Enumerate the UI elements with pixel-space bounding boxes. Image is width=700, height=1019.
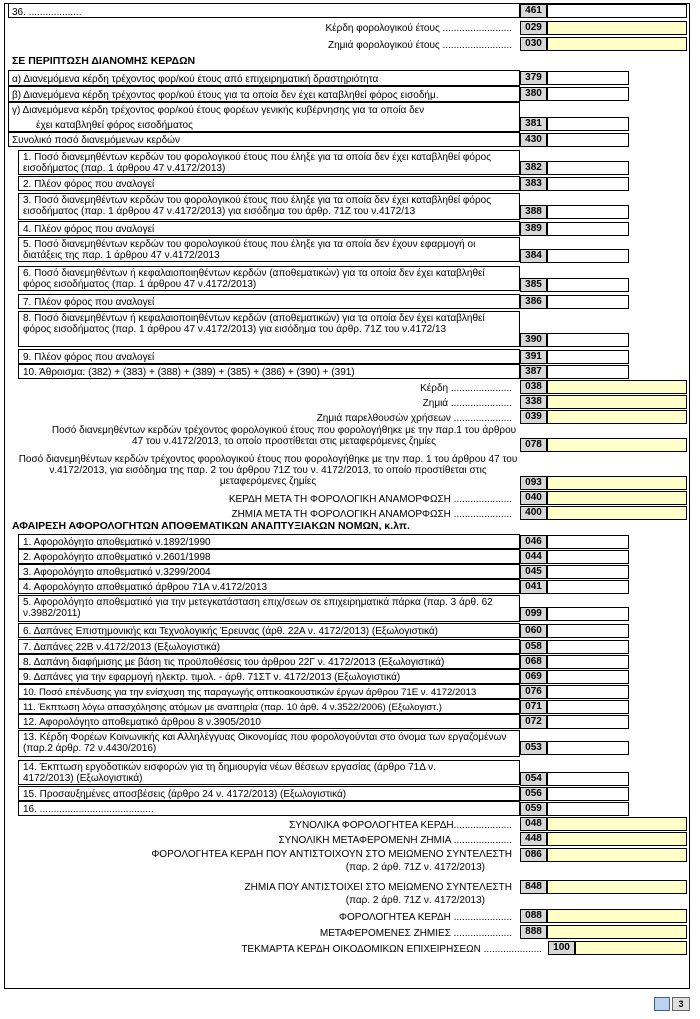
foro-kerdi-label: ΦΟΡΟΛΟΓΗΤΕΑ ΚΕΡΔΗ ..................... (339, 912, 512, 923)
value-029[interactable] (547, 21, 687, 35)
code-400: 400 (520, 506, 547, 520)
deduction-label: 9. Δαπάνες για την εφαρμογή ηλεκτρ. τιμολ. - άρθ. 71ΣΤ ν. 4172/2013 (Εξωλογιστικά) (23, 672, 401, 683)
value-379[interactable] (547, 71, 629, 85)
value-093[interactable] (547, 476, 687, 490)
code-040: 040 (520, 491, 547, 505)
zimia-prev-label: Ζημιά παρελθουσών χρήσεων ..................... (316, 413, 512, 424)
item-391-label: 9. Πλέον φόρος που αναλογεί (23, 352, 155, 363)
value-058[interactable] (547, 640, 629, 654)
dist-total-label: Συνολικό ποσό διανεμόμενων κερδών (12, 135, 180, 146)
value-069[interactable] (547, 670, 629, 684)
value-382[interactable] (547, 161, 629, 175)
value-045[interactable] (547, 565, 629, 579)
value-400[interactable] (547, 506, 687, 520)
item-36-row (8, 3, 520, 18)
item-386-label: 7. Πλέον φόρος που αναλογεί (23, 297, 155, 308)
value-387[interactable] (547, 365, 629, 379)
deduction-label: 13. Κέρδη Φορέων Κοινωνικής και Αλληλέγγυας Οικονομίας που φορολογούνται στο όνομα των εργαζομένων (παρ.2 άρθρ. 72 ν.4430/2016) (23, 732, 507, 754)
deductions-heading: ΑΦΑΙΡΕΣΗ ΑΦΟΡΟΛΟΓΗΤΩΝ ΑΠΟΘΕΜΑΤΙΚΩΝ ΑΝΑΠΤΥΞΙΑΚΩΝ ΝΟΜΩΝ, κ.λπ. (12, 520, 410, 532)
meiomeno-kerdi-ref: (παρ. 2 άρθ. 71Ζ ν. 4172/2013) (345, 862, 485, 873)
deduction-label: 7. Δαπάνες 22Β ν.4172/2013 (Εξωλογιστικά) (23, 642, 221, 653)
item-382-label: 1. Ποσό διανεμηθέντων κερδών του φορολογικού έτους που έληξε για τα οποία δεν έχει καταβληθεί φόρος εισοδήματος (παρ. 1 άρθρου 47 ν.4172/2013) (23, 152, 492, 174)
code-448: 448 (520, 832, 547, 846)
dist-c-label-1: γ) Διανεμόμενα κέρδη τρέχοντος φορ/κού έτους φορέων γενικής κυβέρνησης για τα οποία δεν (12, 105, 425, 116)
code-390: 390 (520, 333, 547, 347)
code-391: 391 (520, 350, 547, 364)
kerdi-foro-label: Κέρδη φορολογικού έτους ......................... (325, 23, 512, 34)
value-338[interactable] (547, 395, 687, 409)
value-030[interactable] (547, 37, 687, 51)
meiomeno-zimia-label: ΖΗΜΙΑ ΠΟΥ ΑΝΤΙΣΤΟΙΧΕΙ ΣΤΟ ΜΕΙΩΜΕΝΟ ΣΥΝΤΕΛΕΣΤΗ (244, 882, 512, 893)
code-383: 383 (520, 177, 547, 191)
meiomeno-kerdi-label: ΦΟΡΟΛΟΓΗΤΕΑ ΚΕΡΔΗ ΠΟΥ ΑΝΤΙΣΤΟΙΧΟΥΝ ΣΤΟ ΜΕΙΩΜΕΝΟ ΣΥΝΤΕΛΕΣΤΗ (151, 849, 512, 860)
code-387: 387 (520, 365, 547, 379)
code-048: 048 (520, 817, 547, 831)
value-381[interactable] (547, 117, 629, 131)
distribution-heading: ΣΕ ΠΕΡΙΠΤΩΣΗ ΔΙΑΝΟΜΗΣ ΚΕΡΔΩΝ (12, 55, 196, 67)
code-041: 041 (520, 580, 547, 594)
code-088: 088 (520, 909, 547, 923)
dist-c-label-2: έχει καταβληθεί φόρος εισοδήματος (36, 120, 193, 131)
synolika-label: ΣΥΝΟΛΙΚΑ ΦΟΡΟΛΟΓΗΤΕΑ ΚΕΡΔΗ..................... (289, 820, 512, 831)
value-430[interactable] (547, 133, 629, 147)
value-076[interactable] (547, 685, 629, 699)
tekmarta-label: ΤΕΚΜΑΡΤΑ ΚΕΡΔΗ ΟΙΚΟΔΟΜΙΚΩΝ ΕΠΙΧΕΙΡΗΣΕΩΝ ..................... (241, 944, 542, 955)
zimia-meta-label: ΖΗΜΙΑ ΜΕΤΑ ΤΗ ΦΟΡΟΛΟΓΙΚΗ ΑΝΑΜΟΡΦΩΣΗ ..................... (231, 509, 512, 520)
value-044[interactable] (547, 550, 629, 564)
value-391[interactable] (547, 350, 629, 364)
value-100[interactable] (575, 941, 687, 955)
code-072: 072 (520, 715, 547, 729)
code-100: 100 (548, 941, 575, 955)
kerdi-label: Κέρδη ...................... (420, 383, 512, 394)
kerdi-meta-label: ΚΕΡΔΗ ΜΕΤΑ ΤΗ ΦΟΡΟΛΟΓΙΚΗ ΑΝΑΜΟΡΦΩΣΗ ..................... (228, 494, 512, 505)
value-388[interactable] (547, 205, 629, 219)
zimia-foro-label: Ζημιά φορολογικού έτους ......................... (328, 40, 512, 51)
item-385-label: 6. Ποσό διανεμηθέντων ή κεφαλαιοποιηθέντων κερδών (αποθεματικών) για τα οποία δεν έχει καταβληθεί φόρος εισοδήματος (παρ. 1 άρθρου 47 ν.4172/2013) (23, 268, 485, 290)
code-069: 069 (520, 670, 547, 684)
code-071: 071 (520, 700, 547, 714)
code-059: 059 (520, 802, 547, 816)
code-058: 058 (520, 640, 547, 654)
p078-label: Ποσό διανεμηθέντων κερδών τρέχοντος φορολογικού έτους που φορολογήθηκε με την παρ.1 του άρθρου 47 του ν.4172/2013, το οποίο προστίθεται στις μεταφερόμενες ζημίες (51, 425, 517, 447)
value-386[interactable] (547, 295, 629, 309)
value-060[interactable] (547, 624, 629, 638)
code-060: 060 (520, 624, 547, 638)
code-093: 093 (520, 476, 547, 490)
value-053[interactable] (547, 741, 629, 755)
code-379: 379 (520, 71, 547, 85)
code-380: 380 (520, 87, 547, 101)
item-383-label: 2. Πλέον φόρος που αναλογεί (23, 179, 155, 190)
code-888: 888 (520, 925, 547, 939)
code-068: 068 (520, 655, 547, 669)
code-099: 099 (520, 607, 547, 621)
code-076: 076 (520, 685, 547, 699)
code-046: 046 (520, 535, 547, 549)
value-888[interactable] (547, 925, 687, 939)
metaf-zimies-label: ΜΕΤΑΦΕΡΟΜΕΝΕΣ ΖΗΜΙΕΣ ..................... (319, 928, 512, 939)
code-381: 381 (520, 117, 547, 131)
meiomeno-zimia-ref: (παρ. 2 άρθ. 71Ζ ν. 4172/2013) (345, 895, 485, 906)
code-078: 078 (520, 438, 547, 452)
code-056: 056 (520, 787, 547, 801)
value-054[interactable] (547, 772, 629, 786)
value-448[interactable] (547, 832, 687, 846)
deduction-label: 12. Αφορολόγητο αποθεματικό άρθρου 8 ν.3905/2010 (23, 717, 261, 728)
deduction-label: 5. Αφορολόγητο αποθεματικό για την μετεγκατάσταση επιχ/σεων σε επιχειρηματικά πάρκα (παρ. 3 άρθ. 62 ν.3982/2011) (23, 597, 493, 619)
deduction-label: 10. Ποσό επένδυσης για την ενίσχυση της παραγωγής οπτικοακουστικών έργων άρθρου 71Ε ν. 4172/2013 (23, 687, 477, 698)
deduction-label: 3. Αφορολόγητο αποθεματικό ν.3299/2004 (23, 567, 211, 578)
page-tab-icon (654, 997, 670, 1011)
deduction-label: 11. Έκπτωση λόγω απασχόλησης ατόμων με αναπηρία (παρ. 10 άρθ. 4 ν.3522/2006) (Εξωλογιστ.) (23, 702, 442, 713)
value-088[interactable] (547, 909, 687, 923)
code-086: 086 (520, 848, 547, 862)
code-461: 461 (520, 4, 547, 18)
value-848[interactable] (547, 880, 687, 894)
value-059[interactable] (547, 802, 629, 816)
code-389: 389 (520, 222, 547, 236)
value-072[interactable] (547, 715, 629, 729)
value-071[interactable] (547, 700, 629, 714)
value-383[interactable] (547, 177, 629, 191)
code-054: 054 (520, 772, 547, 786)
code-030: 030 (520, 37, 547, 51)
code-038: 038 (520, 380, 547, 394)
value-038[interactable] (547, 380, 687, 394)
page-number: 3 (672, 997, 690, 1011)
value-048[interactable] (547, 817, 687, 831)
dist-b-label: β) Διανεμόμενα κέρδη τρέχοντος φορ/κού έτους για τα οποία δεν έχει καταβληθεί φόρος εισοδήμ. (12, 90, 439, 101)
deduction-label: 14. Έκπτωση εργοδοτικών εισφορών για τη δημιουργία νέων θέσεων εργασίας (άρθρο 71Δ ν. 4172/2013) (Εξωλογιστικά) (23, 762, 436, 784)
code-848: 848 (520, 880, 547, 894)
value-041[interactable] (547, 580, 629, 594)
deduction-label: 1. Αφορολόγητο αποθεματικό ν.1892/1990 (23, 537, 211, 548)
value-385[interactable] (547, 278, 629, 292)
code-382: 382 (520, 161, 547, 175)
item-384-label: 5. Ποσό διανεμηθέντων κερδών του φορολογικού έτους που έληξε για τα οποία δεν έχουν εφαρμογή οι διατάξεις της παρ. 1 άρθρου 47 ν.4172/2013 (23, 239, 476, 261)
value-389[interactable] (547, 222, 629, 236)
code-039: 039 (520, 410, 547, 424)
value-040[interactable] (547, 491, 687, 505)
value-078[interactable] (547, 438, 687, 452)
deduction-label: 4. Αφορολόγητο αποθεματικό άρθρου 71Α ν.4172/2013 (23, 582, 268, 593)
item-388-label: 3. Ποσό διανεμηθέντων κερδών του φορολογικού έτους που έληξε για τα οποία δεν έχει καταβληθεί φόρος εισοδήματος (παρ. 1 άρθρου 47 ν.4172/2013) για εισόδημα του άρθρ. 71Ζ του ν.4172/13 (23, 195, 492, 217)
value-046[interactable] (547, 535, 629, 549)
value-099[interactable] (547, 607, 629, 621)
item-389-label: 4. Πλέον φόρος που αναλογεί (23, 224, 155, 235)
value-086[interactable] (547, 848, 687, 862)
code-338: 338 (520, 395, 547, 409)
code-388: 388 (520, 205, 547, 219)
item-387-label: 10. Άθροισμα: (382) + (383) + (388) + (389) + (385) + (386) + (390) + (391) (23, 367, 355, 378)
value-068[interactable] (547, 655, 629, 669)
code-385: 385 (520, 278, 547, 292)
code-045: 045 (520, 565, 547, 579)
code-430: 430 (520, 133, 547, 147)
value-390[interactable] (547, 333, 629, 347)
code-384: 384 (520, 249, 547, 263)
deduction-label: 8. Δαπάνη διαφήμισης με βάση τις προϋποθέσεις του άρθρου 22Γ ν. 4172/2013 (Εξωλογιστικά) (23, 657, 445, 668)
zimia-label: Ζημιά ...................... (422, 398, 512, 409)
deduction-label: 6. Δαπάνες Επιστημονικής και Τεχνολογικής Έρευνας (άρθ. 22Α ν. 4172/2013) (Εξωλογιστικά) (23, 626, 438, 637)
item-36-label: 36. ................... (12, 7, 82, 18)
code-029: 029 (520, 21, 547, 35)
value-461[interactable] (547, 4, 687, 18)
value-056[interactable] (547, 787, 629, 801)
item-390-label: 8. Ποσό διανεμηθέντων ή κεφαλαιοποιηθέντων κερδών (αποθεματικών) για τα οποία δεν έχει καταβληθεί φόρος εισοδήματος (παρ. 1 άρθρου 47 ν.4172/2013) για εισόδημα του άρθρ. 71Ζ του ν.4172/13 (23, 313, 485, 335)
deduction-label: 16. ......................................... (23, 804, 154, 815)
value-384[interactable] (547, 249, 629, 263)
metaferomeni-label: ΣΥΝΟΛΙΚΗ ΜΕΤΑΦΕΡΟΜΕΝΗ ΖΗΜΙΑ ..................... (278, 835, 512, 846)
value-039[interactable] (547, 410, 687, 424)
code-053: 053 (520, 741, 547, 755)
code-386: 386 (520, 295, 547, 309)
dist-a-label: α) Διανεμόμενα κέρδη τρέχοντος φορ/κού έτους από επιχειρηματική δραστηριότητα (12, 74, 379, 85)
deduction-label: 2. Αφορολόγητο αποθεματικό ν.2601/1998 (23, 552, 211, 563)
value-380[interactable] (547, 87, 629, 101)
p093-label: Ποσό διανεμηθέντων κερδών τρέχοντος φορολογικού έτους που φορολογήθηκε με την παρ. 1 του άρθρου 47 του ν.4172/2013, για εισόδημα της παρ. 2 του άρθρου 71Ζ του ν. 4172/2013, το οποίο προστίθεται στις μεταφερόμενες ζημίες (18, 454, 518, 487)
code-044: 044 (520, 550, 547, 564)
deduction-label: 15. Προσαυξημένες αποσβέσεις (άρθρο 24 ν. 4172/2013) (Εξωλογιστικά) (23, 789, 347, 800)
